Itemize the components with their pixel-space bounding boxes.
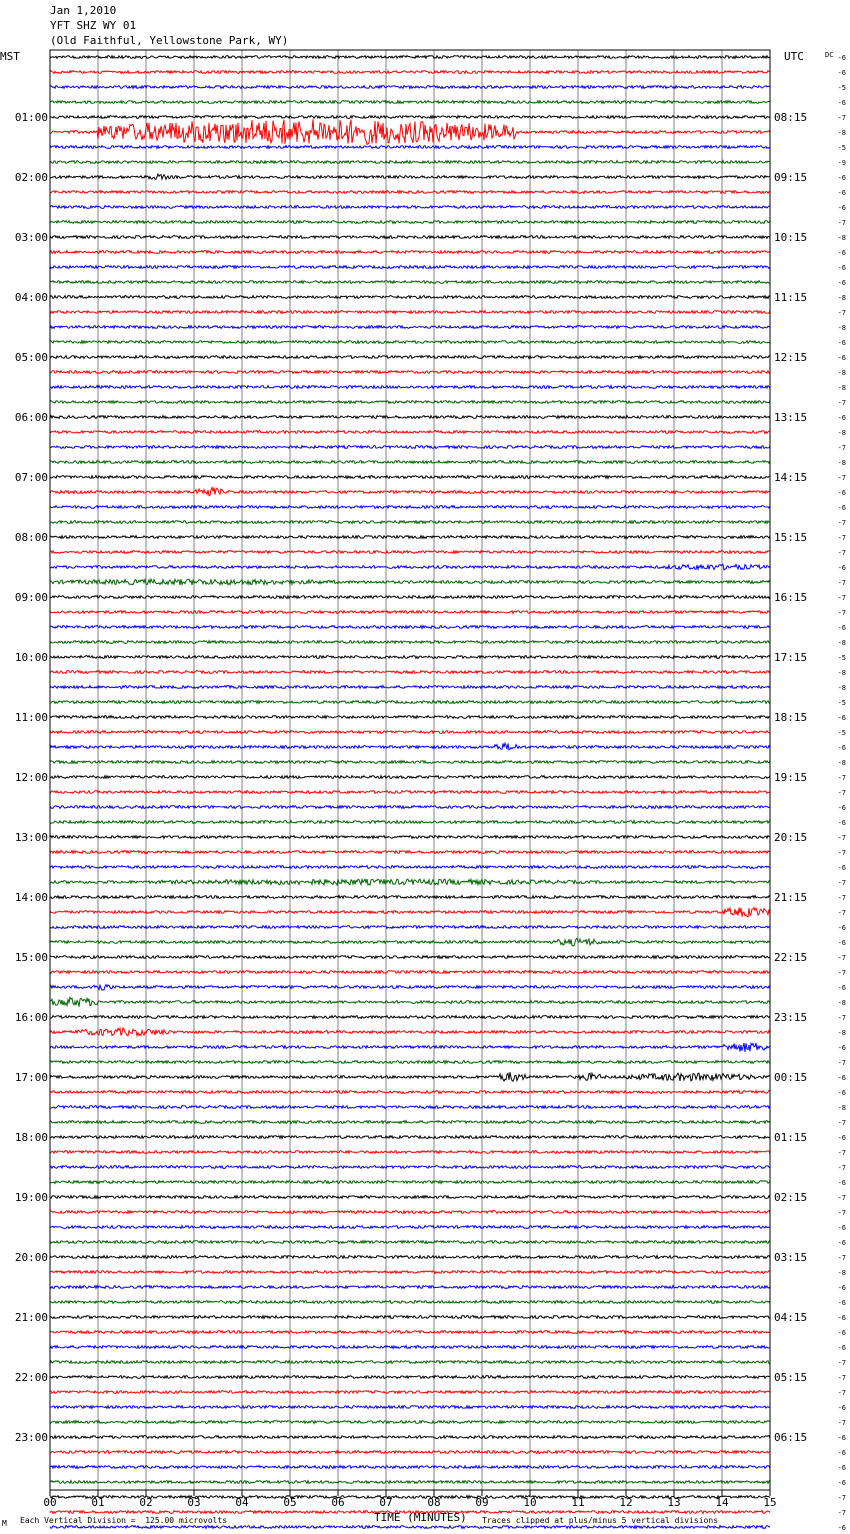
dc-offset-label: -6 xyxy=(837,249,846,257)
seismic-trace xyxy=(50,564,770,570)
dc-offset-label: -6 xyxy=(837,189,846,197)
dc-offset-label: -7 xyxy=(837,849,846,857)
utc-hour-label: 12:15 xyxy=(774,351,808,364)
header-location: (Old Faithful, Yellowstone Park, WY) xyxy=(50,34,289,47)
seismic-trace xyxy=(50,716,770,719)
x-tick-label: 02 xyxy=(139,1496,153,1509)
dc-offset-label: -6 xyxy=(837,924,846,932)
clip-note: Traces clipped at plus/minus 5 vertical divisions xyxy=(482,1516,719,1525)
dc-offset-label: -7 xyxy=(837,114,846,122)
seismic-trace xyxy=(50,821,770,824)
seismic-trace xyxy=(50,641,770,644)
mst-hour-label: 16:00 xyxy=(14,1011,48,1024)
mst-hour-label: 22:00 xyxy=(14,1371,48,1384)
utc-hour-label: 06:15 xyxy=(774,1431,808,1444)
seismic-trace xyxy=(50,416,770,419)
seismic-trace xyxy=(50,1466,770,1469)
seismic-trace xyxy=(50,1271,770,1274)
seismic-trace xyxy=(50,311,770,314)
seismic-trace xyxy=(50,1043,770,1052)
mst-hour-label: 20:00 xyxy=(14,1251,48,1264)
seismic-trace xyxy=(50,446,770,449)
dc-offset-label: -6 xyxy=(837,1524,846,1532)
utc-hour-label: 19:15 xyxy=(774,771,808,784)
dc-offset-label: -8 xyxy=(837,129,846,137)
x-tick-label: 00 xyxy=(43,1496,57,1509)
dc-offset-label: -8 xyxy=(837,684,846,692)
mst-hour-label: 19:00 xyxy=(14,1191,48,1204)
mst-hour-label: 14:00 xyxy=(14,891,48,904)
dc-offset-label: -7 xyxy=(837,474,846,482)
dc-offset-label: -5 xyxy=(837,84,846,92)
utc-hour-label: 10:15 xyxy=(774,231,808,244)
seismic-trace xyxy=(50,326,770,329)
dc-offset-label: -7 xyxy=(837,1389,846,1397)
dc-offset-label: -8 xyxy=(837,294,846,302)
seismic-trace xyxy=(50,1451,770,1454)
seismic-trace xyxy=(50,487,770,495)
seismic-trace xyxy=(50,1136,770,1139)
dc-offset-label: -6 xyxy=(837,714,846,722)
seismic-trace xyxy=(50,896,770,899)
seismic-trace xyxy=(50,776,770,779)
dc-offset-label: -7 xyxy=(837,1194,846,1202)
seismic-trace xyxy=(50,938,770,946)
x-tick-label: 08 xyxy=(427,1496,441,1509)
dc-offset-label: -6 xyxy=(837,1179,846,1187)
dc-offset-label: -8 xyxy=(837,429,846,437)
seismic-trace xyxy=(50,461,770,464)
mst-hour-label: 15:00 xyxy=(14,951,48,964)
dc-offset-label: -6 xyxy=(837,1449,846,1457)
dc-offset-label: -7 xyxy=(837,1149,846,1157)
dc-offset-label: -6 xyxy=(837,1329,846,1337)
seismic-trace xyxy=(50,879,770,885)
x-tick-label: 06 xyxy=(331,1496,345,1509)
seismic-trace xyxy=(50,86,770,89)
seismic-trace xyxy=(50,221,770,224)
dc-offset-label: -6 xyxy=(837,1044,846,1052)
utc-hour-label: 01:15 xyxy=(774,1131,808,1144)
dc-offset-label: -6 xyxy=(837,1314,846,1322)
dc-offset-label: -8 xyxy=(837,369,846,377)
seismic-trace xyxy=(50,356,770,359)
seismic-trace xyxy=(50,476,770,479)
dc-offset-label: -6 xyxy=(837,1224,846,1232)
seismic-trace xyxy=(50,56,770,59)
dc-offset-label: -7 xyxy=(837,609,846,617)
seismic-trace xyxy=(50,1061,770,1064)
dc-offset-label: -6 xyxy=(837,174,846,182)
dc-offset-label: -7 xyxy=(837,1119,846,1127)
mst-hour-label: 01:00 xyxy=(14,111,48,124)
seismic-trace xyxy=(50,596,770,599)
dc-offset-label: -8 xyxy=(837,669,846,677)
dc-offset-label: -7 xyxy=(837,534,846,542)
dc-offset-label: -6 xyxy=(837,69,846,77)
seismic-trace xyxy=(50,1436,770,1439)
seismic-trace xyxy=(50,536,770,539)
seismic-trace xyxy=(50,926,770,929)
dc-offset-label: -7 xyxy=(837,1494,846,1502)
seismic-trace xyxy=(50,1526,770,1529)
seismic-trace xyxy=(50,761,770,764)
mst-hour-label: 23:00 xyxy=(14,1431,48,1444)
seismic-trace xyxy=(50,686,770,689)
dc-offset-label: -7 xyxy=(837,894,846,902)
dc-offset-label: -7 xyxy=(837,1209,846,1217)
seismic-trace xyxy=(50,146,770,149)
dc-offset-label: -8 xyxy=(837,324,846,332)
dc-offset-label: -7 xyxy=(837,399,846,407)
utc-hour-label: 18:15 xyxy=(774,711,808,724)
seismic-trace xyxy=(50,908,770,917)
dc-offset-label: -7 xyxy=(837,1059,846,1067)
utc-hour-label: 13:15 xyxy=(774,411,808,424)
seismic-trace xyxy=(50,1406,770,1409)
dc-offset-label: -6 xyxy=(837,1299,846,1307)
seismic-trace xyxy=(50,1391,770,1394)
left-axis-label: MST xyxy=(0,50,20,63)
utc-hour-label: 09:15 xyxy=(774,171,808,184)
dc-offset-label: -7 xyxy=(837,549,846,557)
dc-offset-label: -7 xyxy=(837,954,846,962)
mst-hour-label: 09:00 xyxy=(14,591,48,604)
dc-offset-label: -6 xyxy=(837,264,846,272)
dc-offset-label: -7 xyxy=(837,1509,846,1517)
utc-hour-label: 21:15 xyxy=(774,891,808,904)
seismic-trace xyxy=(50,1331,770,1334)
seismic-trace xyxy=(50,851,770,854)
seismic-trace xyxy=(50,579,770,585)
dc-offset-label: -8 xyxy=(837,639,846,647)
dc-offset-label: -6 xyxy=(837,864,846,872)
seismic-trace xyxy=(50,1346,770,1349)
utc-hour-label: 00:15 xyxy=(774,1071,808,1084)
utc-hour-label: 15:15 xyxy=(774,531,808,544)
mst-hour-label: 02:00 xyxy=(14,171,48,184)
dc-offset-label: -6 xyxy=(837,504,846,512)
seismic-trace xyxy=(50,1166,770,1169)
seismic-trace xyxy=(50,371,770,374)
mst-hour-label: 06:00 xyxy=(14,411,48,424)
seismic-trace xyxy=(50,191,770,194)
dc-offset-label: -7 xyxy=(837,834,846,842)
seismic-trace xyxy=(50,1496,770,1499)
x-tick-label: 10 xyxy=(523,1496,537,1509)
seismic-trace xyxy=(50,1226,770,1229)
dc-offset-label: -6 xyxy=(837,564,846,572)
mst-hour-label: 07:00 xyxy=(14,471,48,484)
x-tick-label: 03 xyxy=(187,1496,201,1509)
seismic-trace xyxy=(50,1301,770,1304)
dc-offset-label: -7 xyxy=(837,594,846,602)
seismic-trace xyxy=(50,281,770,284)
x-tick-label: 09 xyxy=(475,1496,489,1509)
utc-hour-label: 04:15 xyxy=(774,1311,808,1324)
seismic-trace xyxy=(50,341,770,344)
seismic-trace xyxy=(50,836,770,839)
seismic-trace xyxy=(50,71,770,74)
dc-offset-label: -6 xyxy=(837,354,846,362)
dc-offset-label: -7 xyxy=(837,789,846,797)
dc-offset-label: -7 xyxy=(837,1254,846,1262)
dc-offset-label: -5 xyxy=(837,144,846,152)
utc-hour-label: 17:15 xyxy=(774,651,808,664)
x-axis-label: TIME (MINUTES) xyxy=(374,1511,467,1524)
mst-hour-label: 12:00 xyxy=(14,771,48,784)
seismic-trace xyxy=(50,1151,770,1154)
dc-offset-label: -6 xyxy=(837,99,846,107)
dc-offset-label: -7 xyxy=(837,309,846,317)
x-tick-label: 01 xyxy=(91,1496,105,1509)
trace-group xyxy=(50,56,770,1534)
seismic-trace xyxy=(50,743,770,750)
mst-hour-label: 21:00 xyxy=(14,1311,48,1324)
dc-offset-label: -6 xyxy=(837,54,846,62)
seismic-trace xyxy=(50,656,770,659)
seismic-trace xyxy=(50,1181,770,1184)
dc-offset-label: -7 xyxy=(837,1014,846,1022)
dc-offset-label: -7 xyxy=(837,1164,846,1172)
dc-offset-label: -6 xyxy=(837,279,846,287)
dc-offset-label: -6 xyxy=(837,804,846,812)
seismic-trace xyxy=(50,956,770,959)
seismic-trace xyxy=(50,1256,770,1259)
dc-offset-label: -8 xyxy=(837,759,846,767)
seismic-trace xyxy=(50,431,770,434)
seismic-trace xyxy=(50,296,770,299)
dc-offset-label: -8 xyxy=(837,999,846,1007)
dc-offset-label: -7 xyxy=(837,219,846,227)
dc-offset-label: -6 xyxy=(837,624,846,632)
seismic-trace xyxy=(50,1211,770,1214)
seismic-trace xyxy=(50,251,770,254)
dc-offset-label: -6 xyxy=(837,414,846,422)
seismic-trace xyxy=(50,1091,770,1094)
dc-offset-label: -6 xyxy=(837,984,846,992)
seismic-trace xyxy=(50,206,770,209)
seismic-trace xyxy=(50,1028,770,1036)
seismic-trace xyxy=(50,1286,770,1289)
axis-labels xyxy=(15,54,846,1534)
seismic-trace xyxy=(50,701,770,704)
seismic-trace xyxy=(50,1481,770,1484)
dc-offset-label: -8 xyxy=(837,459,846,467)
seismic-trace xyxy=(50,971,770,974)
seismic-trace xyxy=(50,386,770,389)
seismic-trace xyxy=(50,1196,770,1199)
dc-offset-label: -7 xyxy=(837,519,846,527)
dc-offset-label: -5 xyxy=(837,654,846,662)
seismic-trace xyxy=(50,161,770,164)
dc-offset-label: -6 xyxy=(837,1134,846,1142)
mst-hour-label: 18:00 xyxy=(14,1131,48,1144)
seismic-trace xyxy=(50,1016,770,1019)
dc-offset-label: -5 xyxy=(837,699,846,707)
seismic-trace xyxy=(50,236,770,239)
dc-offset-label: -6 xyxy=(837,1434,846,1442)
seismic-trace xyxy=(50,731,770,734)
dc-offset-label: -6 xyxy=(837,1464,846,1472)
x-tick-label: 15 xyxy=(763,1496,777,1509)
utc-hour-label: 05:15 xyxy=(774,1371,808,1384)
dc-offset-label: -6 xyxy=(837,819,846,827)
seismic-trace xyxy=(50,1106,770,1109)
seismic-trace xyxy=(50,806,770,809)
dc-offset-label: -7 xyxy=(837,909,846,917)
dc-offset-label: -6 xyxy=(837,1239,846,1247)
dc-offset-label: -9 xyxy=(837,159,846,167)
utc-hour-label: 16:15 xyxy=(774,591,808,604)
seismic-trace xyxy=(50,101,770,104)
seismic-trace xyxy=(50,791,770,794)
seismic-trace xyxy=(50,1072,770,1081)
seismic-trace xyxy=(50,551,770,554)
seismic-trace xyxy=(50,506,770,509)
seismic-trace xyxy=(50,119,770,144)
seismic-trace xyxy=(50,671,770,674)
utc-hour-label: 02:15 xyxy=(774,1191,808,1204)
mst-hour-label: 04:00 xyxy=(14,291,48,304)
seismic-trace xyxy=(50,266,770,269)
dc-offset-label: -7 xyxy=(837,969,846,977)
dc-offset-label: -7 xyxy=(837,774,846,782)
mst-hour-label: 17:00 xyxy=(14,1071,48,1084)
seismic-trace xyxy=(50,985,770,991)
seismic-trace xyxy=(50,521,770,524)
mst-hour-label: 13:00 xyxy=(14,831,48,844)
x-tick-label: 04 xyxy=(235,1496,249,1509)
x-tick-label: 13 xyxy=(667,1496,681,1509)
seismic-trace xyxy=(50,1361,770,1364)
utc-hour-label: 11:15 xyxy=(774,291,808,304)
dc-label: DC xyxy=(825,51,834,59)
seismic-trace xyxy=(50,626,770,629)
dc-offset-label: -8 xyxy=(837,384,846,392)
utc-hour-label: 20:15 xyxy=(774,831,808,844)
dc-offset-label: -6 xyxy=(837,1074,846,1082)
seismic-trace xyxy=(50,1376,770,1379)
dc-offset-label: -6 xyxy=(837,1284,846,1292)
dc-offset-label: -7 xyxy=(837,879,846,887)
seismic-trace xyxy=(50,866,770,869)
dc-offset-label: -6 xyxy=(837,1344,846,1352)
dc-offset-label: -7 xyxy=(837,1419,846,1427)
dc-offset-label: -6 xyxy=(837,1089,846,1097)
x-tick-label: 05 xyxy=(283,1496,297,1509)
dc-offset-label: -7 xyxy=(837,579,846,587)
dc-offset-label: -8 xyxy=(837,1269,846,1277)
seismic-trace xyxy=(50,174,770,179)
header-date: Jan 1,2010 xyxy=(50,4,117,17)
seismic-trace xyxy=(50,1121,770,1124)
x-tick-label: 14 xyxy=(715,1496,729,1509)
utc-hour-label: 22:15 xyxy=(774,951,808,964)
dc-offset-label: -7 xyxy=(837,1359,846,1367)
seismic-trace xyxy=(50,611,770,614)
dc-offset-label: -6 xyxy=(837,489,846,497)
dc-offset-label: -6 xyxy=(837,1404,846,1412)
header-station: YFT SHZ WY 01 xyxy=(50,19,137,32)
dc-offset-label: -6 xyxy=(837,744,846,752)
corner-mark: M xyxy=(2,1519,7,1528)
mst-hour-label: 05:00 xyxy=(14,351,48,364)
mst-hour-label: 11:00 xyxy=(14,711,48,724)
mst-hour-label: 10:00 xyxy=(14,651,48,664)
seismic-trace xyxy=(50,401,770,404)
dc-offset-label: -6 xyxy=(837,939,846,947)
mst-hour-label: 08:00 xyxy=(14,531,48,544)
x-tick-label: 11 xyxy=(571,1496,585,1509)
dc-offset-label: -7 xyxy=(837,444,846,452)
utc-hour-label: 08:15 xyxy=(774,111,808,124)
x-tick-label: 12 xyxy=(619,1496,633,1509)
right-axis-label: UTC xyxy=(784,50,804,63)
utc-hour-label: 03:15 xyxy=(774,1251,808,1264)
utc-hour-label: 23:15 xyxy=(774,1011,808,1024)
dc-offset-label: -8 xyxy=(837,1104,846,1112)
dc-offset-label: -5 xyxy=(837,729,846,737)
dc-offset-label: -7 xyxy=(837,1374,846,1382)
x-tick-label: 07 xyxy=(379,1496,393,1509)
dc-offset-label: -8 xyxy=(837,1029,846,1037)
dc-offset-label: -6 xyxy=(837,1479,846,1487)
dc-offset-label: -6 xyxy=(837,339,846,347)
seismic-trace xyxy=(50,1316,770,1319)
seismic-trace xyxy=(50,116,770,119)
mst-hour-label: 03:00 xyxy=(14,231,48,244)
seismic-trace xyxy=(50,997,770,1006)
seismic-trace xyxy=(50,1421,770,1424)
scale-note: Each Vertical Division = 125.00 microvolts xyxy=(20,1516,228,1525)
utc-hour-label: 14:15 xyxy=(774,471,808,484)
dc-offset-label: -6 xyxy=(837,204,846,212)
seismic-trace xyxy=(50,1241,770,1244)
dc-offset-label: -8 xyxy=(837,234,846,242)
